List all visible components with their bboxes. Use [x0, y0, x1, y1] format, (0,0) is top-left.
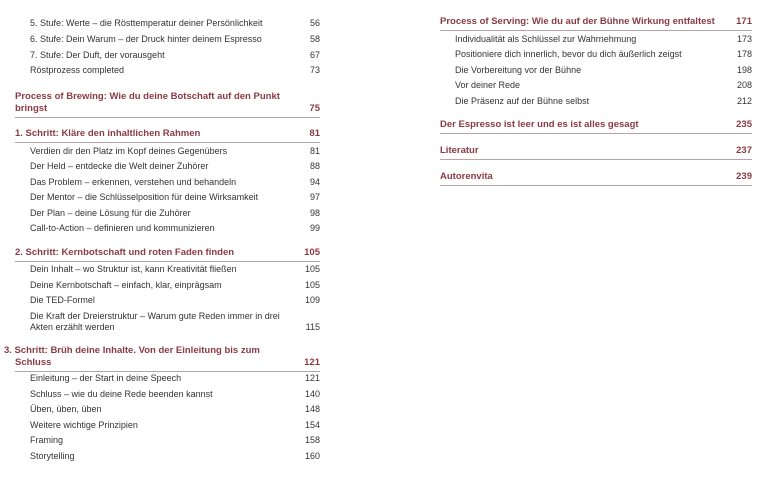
toc-entry-page: 88	[309, 161, 320, 171]
toc-section-title: Der Espresso ist leer und es ist alles gesagt	[440, 119, 639, 130]
toc-entry-title: Individualität als Schlüssel zur Wahrnehmung	[455, 34, 637, 44]
toc-entry-page: 148	[304, 404, 320, 414]
toc-entry-page: 173	[736, 34, 752, 44]
toc-section-page: 237	[736, 145, 752, 156]
toc-entry-page: 178	[736, 49, 752, 59]
toc-section-autorenvita[interactable]	[440, 171, 752, 186]
toc-section-title: 2. Schritt: Kernbotschaft und roten Faden finden	[15, 247, 235, 258]
toc-entry-title: Weitere wichtige Prinzipien	[30, 420, 138, 430]
toc-section-page: 105	[304, 247, 320, 258]
toc-entry[interactable]	[15, 420, 320, 431]
toc-entry[interactable]	[15, 208, 320, 219]
toc-entry[interactable]	[15, 192, 320, 203]
toc-entry[interactable]	[15, 223, 320, 234]
toc-section-title: Process of Brewing: Wie du deine Botschaft auf den Punkt bringst	[15, 91, 280, 114]
toc-entry-title: Einleitung – der Start in deine Speech	[30, 373, 182, 383]
toc-entry-title: 6. Stufe: Dein Warum – der Druck hinter deinem Espresso	[30, 34, 262, 44]
toc-entry-title: Vor deiner Rede	[455, 80, 521, 90]
toc-entry-page: 208	[736, 80, 752, 90]
toc-section-page: 171	[736, 16, 752, 27]
toc-entry[interactable]	[15, 50, 320, 61]
toc-entry-page: 67	[309, 50, 320, 60]
toc-section-step1[interactable]	[15, 128, 320, 143]
toc-entry-page: 121	[304, 373, 320, 383]
toc-entry[interactable]	[15, 146, 320, 157]
toc-entry-title: Call-to-Action – definieren und kommunizieren	[30, 223, 215, 233]
toc-section-literatur[interactable]	[440, 145, 752, 160]
toc-entry-title: 5. Stufe: Werte – die Rösttemperatur deiner Persönlichkeit	[30, 18, 263, 28]
toc-entry[interactable]	[15, 451, 320, 462]
toc-section-step3[interactable]	[4, 345, 320, 372]
toc-entry-page: 140	[304, 389, 320, 399]
toc-entry-title: Positioniere dich innerlich, bevor du dich äußerlich zeigst	[455, 49, 682, 59]
toc-entry-page: 160	[304, 451, 320, 461]
toc-entry-title: Üben, üben, üben	[30, 404, 102, 414]
toc-section-page: 121	[304, 357, 320, 368]
toc-entry[interactable]	[440, 65, 752, 76]
toc-entry-title: Framing	[30, 435, 64, 445]
toc-entry[interactable]	[15, 295, 320, 306]
toc-entry[interactable]	[15, 404, 320, 415]
toc-section-page: 81	[309, 128, 320, 139]
toc-entry[interactable]	[15, 435, 320, 446]
toc-entry-title: Die TED-Formel	[30, 295, 95, 305]
toc-entry-page: 98	[309, 208, 320, 218]
toc-entry[interactable]	[15, 389, 320, 400]
toc-entry-page: 115	[305, 322, 320, 332]
toc-entry-title: Schluss – wie du deine Rede beenden kannst	[30, 389, 213, 399]
toc-entry-page: 158	[304, 435, 320, 445]
toc-entry-page: 94	[309, 177, 320, 187]
toc-entry-page: 99	[309, 223, 320, 233]
toc-entry-title: Der Mentor – die Schlüsselposition für deine Wirksamkeit	[30, 192, 259, 202]
toc-section-step2[interactable]	[15, 247, 320, 262]
toc-entry-page: 58	[309, 34, 320, 44]
toc-entry-page: 105	[304, 280, 320, 290]
toc-entry-title: 7. Stufe: Der Duft, der vorausgeht	[30, 50, 165, 60]
toc-entry-title: Der Plan – deine Lösung für die Zuhörer	[30, 208, 191, 218]
toc-section-brewing[interactable]	[15, 91, 320, 118]
toc-section-title: Autorenvita	[440, 171, 493, 182]
toc-entry[interactable]	[440, 34, 752, 45]
toc-entry[interactable]	[15, 311, 320, 333]
toc-entry-page: 105	[304, 264, 320, 274]
toc-section-espresso[interactable]	[440, 119, 752, 134]
toc-entry[interactable]	[15, 177, 320, 188]
toc-entry-page: 109	[304, 295, 320, 305]
toc-entry[interactable]	[15, 161, 320, 172]
toc-entry-title: Deine Kernbotschaft – einfach, klar, einprägsam	[30, 280, 222, 290]
toc-entry-page: 97	[309, 192, 320, 202]
toc-section-page: 235	[736, 119, 752, 130]
toc-entry[interactable]	[15, 280, 320, 291]
toc-entry[interactable]	[15, 18, 320, 29]
toc-entry-title: Die Präsenz auf der Bühne selbst	[455, 96, 590, 106]
toc-entry[interactable]	[15, 34, 320, 45]
toc-entry-title: Das Problem – erkennen, verstehen und behandeln	[30, 177, 237, 187]
toc-entry-title: Storytelling	[30, 451, 75, 461]
toc-entry-page: 73	[309, 65, 320, 75]
toc-entry-title: Dein Inhalt – wo Struktur ist, kann Kreativität fließen	[30, 264, 237, 274]
toc-entry-title: Die Kraft der Dreierstruktur – Warum gute Reden immer in drei Akten erzählt werden	[30, 311, 280, 332]
toc-section-title: 1. Schritt: Kläre den inhaltlichen Rahmen	[15, 128, 201, 139]
toc-section-serving[interactable]	[440, 16, 752, 31]
toc-entry[interactable]	[15, 264, 320, 275]
toc-entry-page: 154	[304, 420, 320, 430]
toc-section-title: Process of Serving: Wie du auf der Bühne Wirkung entfaltest	[440, 16, 715, 27]
toc-section-page: 239	[736, 171, 752, 182]
toc-section-page: 75	[309, 103, 320, 114]
toc-entry-title: Die Vorbereitung vor der Bühne	[455, 65, 582, 75]
toc-entry-title: Röstprozess completed	[30, 65, 125, 75]
toc-entry-page: 198	[736, 65, 752, 75]
toc-entry-page: 56	[309, 18, 320, 28]
toc-entry[interactable]	[15, 373, 320, 384]
toc-entry[interactable]	[15, 65, 320, 76]
toc-section-title: 3. Schritt: Brüh deine Inhalte. Von der Einleitung bis zum Schluss	[4, 345, 260, 368]
toc-entry[interactable]	[440, 80, 752, 91]
toc-section-title: Literatur	[440, 145, 479, 156]
toc-entry-title: Verdien dir den Platz im Kopf deines Gegenübers	[30, 146, 228, 156]
toc-entry-title: Der Held – entdecke die Welt deiner Zuhörer	[30, 161, 209, 171]
toc-entry-page: 81	[309, 146, 320, 156]
toc-entry[interactable]	[440, 96, 752, 107]
toc-entry-page: 212	[736, 96, 752, 106]
toc-entry[interactable]	[440, 49, 752, 60]
